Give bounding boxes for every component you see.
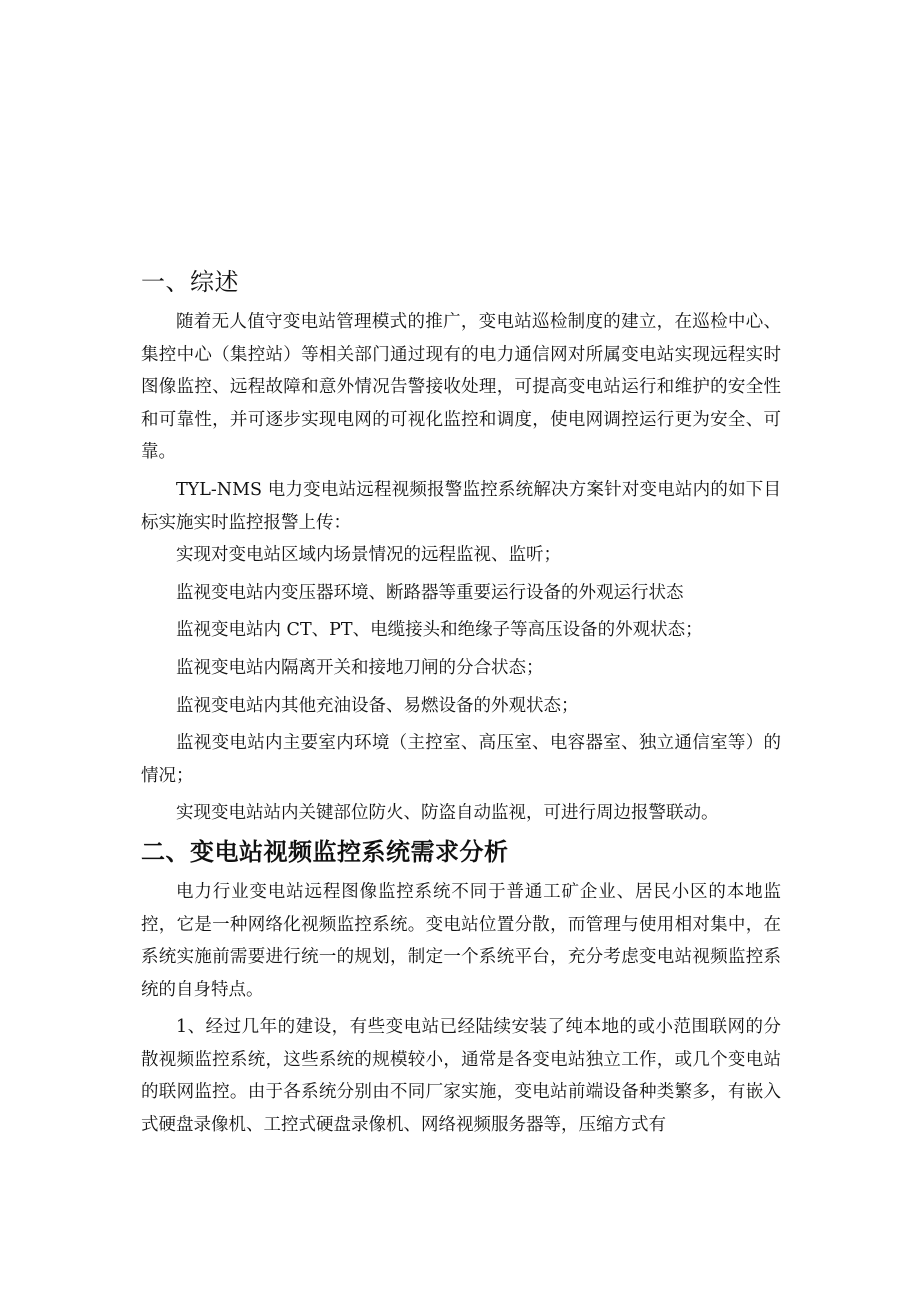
document-body [141,262,781,1142]
section-heading-overview: 一、综述 [141,268,239,296]
target-list [141,539,781,830]
list-item: 监视变电站内 CT、PT、电缆接头和绝缘子等高压设备的外观状态； [176,620,703,641]
list-item: 监视变电站内隔离开关和接地刀闸的分合状态； [176,657,544,678]
section-heading-requirements: 二、变电站视频监控系统需求分析 [141,836,509,866]
paragraph-intro: 随着无人值守变电站管理模式的推广，变电站巡检制度的建立，在巡检中心、集控中心（集控站）等相关部门通过现有的电力通信网对所属变电站实现远程实时图像监控、远程故障和意外情况告警接收处理，可提高变电站运行和维护的安全性和可靠性，并可逐步实现电网的可视化监控和调度，使电网调控运行更为安全、可靠。 [141,312,781,463]
list-item: 监视变电站内主要室内环境（主控室、高压室、电容器室、独立通信室等）的情况； [141,733,781,786]
list-item: 监视变电站内其他充油设备、易燃设备的外观状态； [176,695,579,716]
list-item: 监视变电站内变压器环境、断路器等重要运行设备的外观运行状态 [176,582,684,603]
list-item: 实现变电站站内关键部位防火、防盗自动监视，可进行周边报警联动。 [176,803,719,824]
list-item: 实现对变电站区域内场景情况的远程监视、监听； [176,545,561,566]
paragraph-requirements-intro: 电力行业变电站远程图像监控系统不同于普通工矿企业、居民小区的本地监控，它是一种网络化视频监控系统。变电站位置分散，而管理与使用相对集中，在系统实施前需要进行统一的规划，制定一个系统平台，充分考虑变电站视频监控系统的自身特点。 [141,881,781,1000]
paragraph-requirement-1: 1、经过几年的建设，有些变电站已经陆续安装了纯本地的或小范围联网的分散视频监控系统，这些系统的规模较小，通常是各变电站独立工作，或几个变电站的联网监控。由于各系统分别由不同厂家实施，变电站前端设备种类繁多，有嵌入式硬盘录像机、工控式硬盘录像机、网络视频服务器等，压缩方式有 [141,1017,781,1136]
paragraph-solution-targets: TYL-NMS 电力变电站远程视频报警监控系统解决方案针对变电站内的如下目标实施实时监控报警上传： [141,479,781,533]
